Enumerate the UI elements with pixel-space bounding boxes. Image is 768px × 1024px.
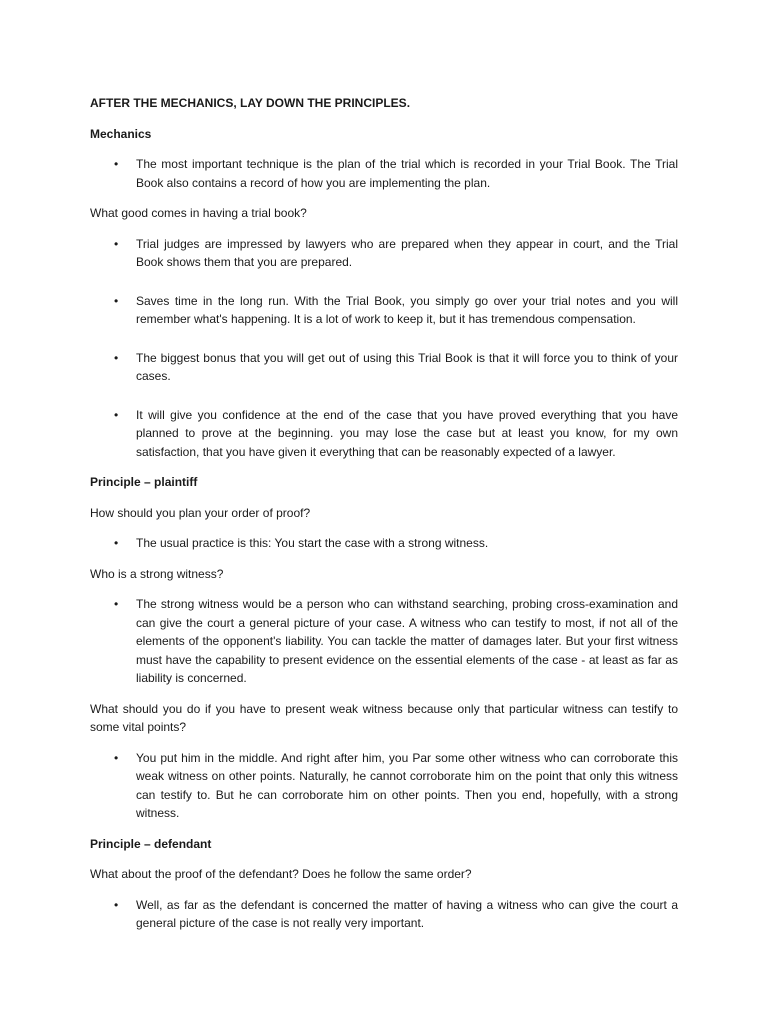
list-item bbox=[90, 595, 678, 688]
bullet-text: The usual practice is this: You start the case with a strong witness. bbox=[136, 536, 489, 550]
question-weak-witness: What should you do if you have to present weak witness because only that particular witness can testify to some vital points? bbox=[90, 701, 678, 734]
section-heading-plaintiff: Principle – plaintiff bbox=[90, 475, 198, 489]
bullet-icon: • bbox=[114, 407, 119, 422]
list-item bbox=[90, 235, 678, 272]
bullet-icon: • bbox=[114, 236, 119, 251]
bullet-text: The biggest bonus that you will get out of using this Trial Book is that it will force you to think of your cases. bbox=[136, 350, 678, 383]
list-item bbox=[90, 292, 678, 329]
question-defendant: What about the proof of the defendant? Does he follow the same order? bbox=[90, 867, 472, 881]
list-item bbox=[90, 406, 678, 462]
mechanics-bullet-list bbox=[90, 155, 678, 192]
bullet-text: Well, as far as the defendant is concerned the matter of having a witness who can give the court a general picture of the case is not really very important. bbox=[136, 897, 678, 930]
strong-witness-bullet-list bbox=[90, 595, 678, 688]
bullet-icon: • bbox=[114, 350, 119, 365]
bullet-text: You put him in the middle. And right after him, you Par some other witness who can corroborate this weak witness on other points. Naturally, he cannot corroborate him on the point that only this witness can testify to. But he can corroborate him on other points. Then you end, hopefully, with a strong witness. bbox=[136, 750, 678, 820]
bullet-icon: • bbox=[114, 536, 119, 550]
section-heading-mechanics: Mechanics bbox=[90, 126, 152, 141]
list-item bbox=[90, 534, 678, 553]
defendant-bullet-list bbox=[90, 896, 678, 933]
list-item bbox=[90, 749, 678, 823]
bullet-text: Saves time in the long run. With the Trial Book, you simply go over your trial notes and you will remember what's happening. It is a lot of work to keep it, but it has tremendous compensation. bbox=[136, 293, 678, 326]
weak-witness-bullet-list bbox=[90, 749, 678, 823]
question-strong-witness: Who is a strong witness? bbox=[90, 566, 224, 581]
bullet-text: It will give you confidence at the end of the case that you have proved everything that you have planned to prove at the beginning. you may lose the case but at least you know, for my own satisfaction, that you have given it everything that can be reasonably expected of a lawyer. bbox=[136, 407, 678, 459]
section-heading-defendant: Principle – defendant bbox=[90, 836, 212, 851]
bullet-text: The strong witness would be a person who can withstand searching, probing cross-examination and can give the court a general picture of your case. A witness who can testify to most, if not all of the elements of the opponent's liability. You can tackle the matter of damages later. But your first witness must have the capability to present evidence on the essential elements of the case - at least as far as liability is concerned. bbox=[136, 597, 678, 685]
order-bullet-list bbox=[90, 534, 678, 553]
bullet-icon: • bbox=[114, 293, 119, 308]
bullet-text: Trial judges are impressed by lawyers who are prepared when they appear in court, and the Trial Book shows them that you are prepared. bbox=[136, 236, 678, 269]
bullet-icon: • bbox=[114, 750, 119, 765]
document-title: AFTER THE MECHANICS, LAY DOWN THE PRINCIPLES. bbox=[90, 96, 411, 110]
bullet-icon: • bbox=[114, 157, 119, 171]
question-order-of-proof: How should you plan your order of proof? bbox=[90, 505, 311, 520]
trial-book-bullet-list bbox=[90, 235, 678, 462]
list-item bbox=[90, 155, 678, 192]
bullet-text: The most important technique is the plan of the trial which is recorded in your Trial Book. The Trial Book also contains a record of how you are implementing the plan. bbox=[136, 157, 678, 190]
bullet-icon: • bbox=[114, 897, 119, 912]
list-item bbox=[90, 896, 678, 933]
question-trial-book: What good comes in having a trial book? bbox=[90, 206, 307, 220]
bullet-icon: • bbox=[114, 597, 119, 611]
document-body bbox=[90, 94, 678, 945]
list-item bbox=[90, 349, 678, 386]
